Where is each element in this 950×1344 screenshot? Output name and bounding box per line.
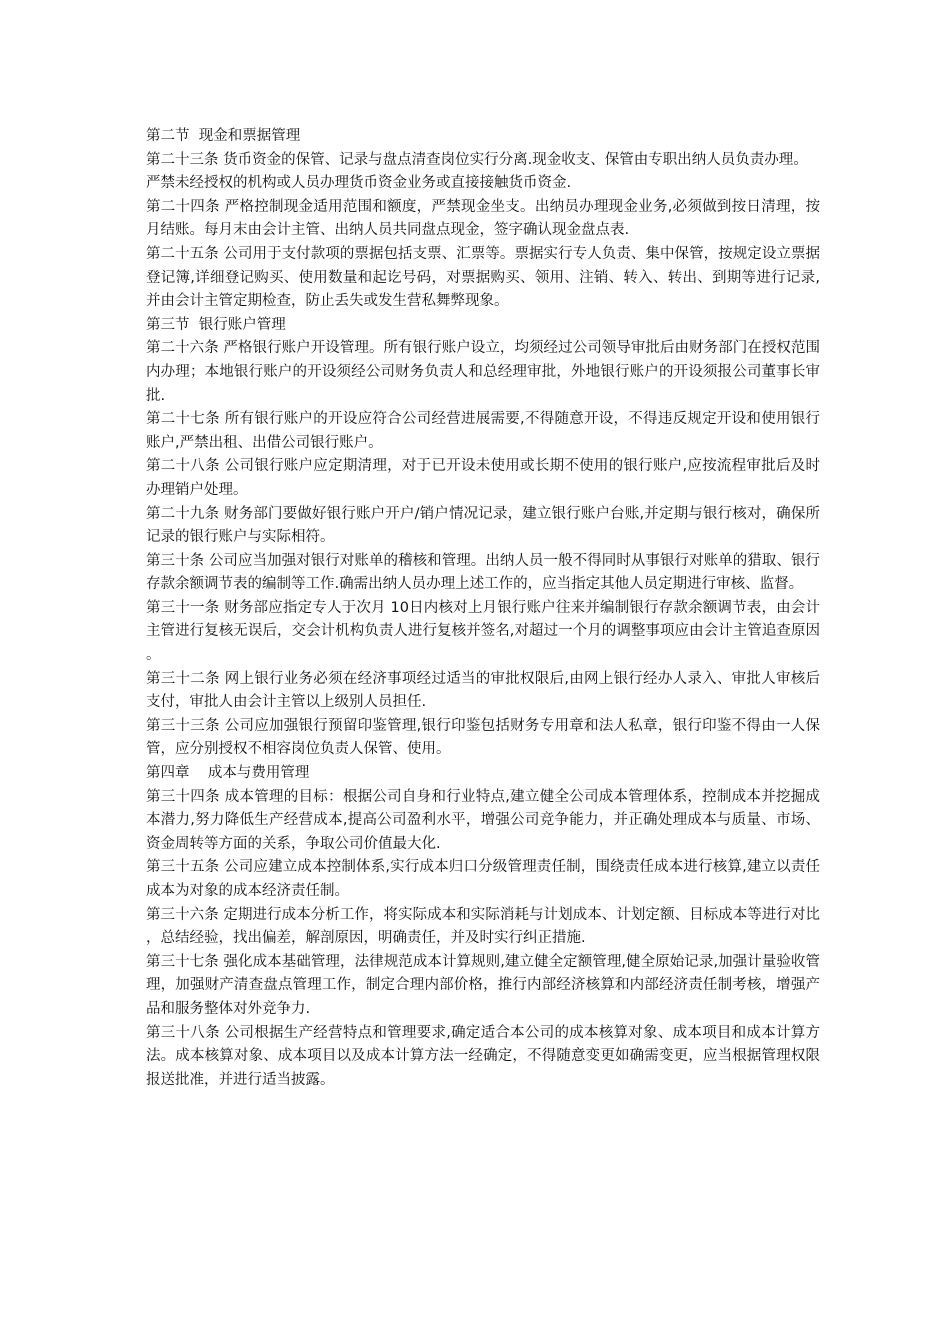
article-paragraph: 第三十三条 公司应加强银行预留印鉴管理,银行印鉴包括财务专用章和法人私章，银行印鉴不得由一人保管，应分别授权不相容岗位负责人保管、使用。 (146, 717, 820, 758)
article-paragraph: 第二十四条 严格控制现金适用范围和额度，严禁现金坐支。出纳员办理现金业务,必须做到按日清理，按月结账。每月末由会计主管、出纳人员共同盘点现金，签字确认现金盘点表. (146, 198, 820, 239)
article-paragraph: 第三十四条 成本管理的目标：根据公司自身和行业特点,建立健全公司成本管理体系，控制成本并挖掘成本潜力,努力降低生产经营成本,提高公司盈利水平，增强公司竞争能力，并正确处理成本与质量、市场、资金周转等方面的关系，争取公司价值最大化. (146, 788, 820, 852)
article-paragraph: 第二十九条 财务部门要做好银行账户开户/销户情况记录，建立银行账户台账,并定期与银行核对，确保所记录的银行账户与实际相符。 (146, 505, 820, 546)
section-heading: 第二节 现金和票据管理 (146, 128, 301, 144)
article-paragraph: 第三十八条 公司根据生产经营特点和管理要求,确定适合本公司的成本核算对象、成本项目和成本计算方法。成本核算对象、成本项目以及成本计算方法一经确定，不得随意变更如确需变更，应当根据管理权限报送批准，并进行适当披露。 (146, 1024, 820, 1088)
article-paragraph: 第三十六条 定期进行成本分析工作，将实际成本和实际消耗与计划成本、计划定额、目标成本等进行对比，总结经验，找出偏差，解剖原因，明确责任，并及时实行纠正措施. (146, 906, 820, 947)
article-paragraph: 第二十七条 所有银行账户的开设应符合公司经营进展需要,不得随意开设，不得违反规定开设和使用银行账户,严禁出租、出借公司银行账户。 (146, 411, 820, 451)
article-paragraph: 第二十六条 严格银行账户开设管理。所有银行账户设立，均须经过公司领导审批后由财务部门在授权范围内办理；本地银行账户的开设须经公司财务负责人和总经理审批，外地银行账户的开设须报公司董事长审批. (146, 340, 820, 404)
article-paragraph: 第二十五条 公司用于支付款项的票据包括支票、汇票等。票据实行专人负责、集中保管，按规定设立票据登记簿,详细登记购买、使用数量和起讫号码，对票据购买、领用、注销、转入、转出、到期等进行记录,并由会计主管定期检查，防止丢失或发生营私舞弊现象。 (146, 245, 820, 310)
article-paragraph: 第三十一条 财务部应指定专人于次月 10日内核对上月银行账户往来并编制银行存款余额调节表，由会计主管进行复核无误后，交会计机构负责人进行复核并签名,对超过一个月的调整事项应由会计主管追查原因。 (146, 599, 820, 664)
article-paragraph: 第二十三条 货币资金的保管、记录与盘点清查岗位实行分离.现金收支、保管由专职出纳人员负责办理。 (146, 151, 808, 168)
document-body (146, 125, 820, 1092)
section-heading: 第三节 银行账户管理 (146, 316, 286, 333)
article-paragraph: 第三十七条 强化成本基础管理，法律规范成本计算规则,建立健全定额管理,健全原始记录,加强计量验收管理，加强财产清查盘点管理工作，制定合理内部价格，推行内部经济核算和内部经济责任制考核，增强产品和服务整体对外竞争力. (146, 953, 820, 1017)
article-paragraph: 第三十二条 网上银行业务必须在经济事项经过适当的审批权限后,由网上银行经办人录入、审批人审核后支付，审批人由会计主管以上级别人员担任. (146, 670, 820, 711)
chapter-heading: 第四章 成本与费用管理 (146, 765, 310, 782)
article-paragraph: 第三十五条 公司应建立成本控制体系,实行成本归口分级管理责任制，围绕责任成本进行核算,建立以责任成本为对象的成本经济责任制。 (146, 859, 820, 899)
body-paragraph: 严禁未经授权的机构或人员办理货币资金业务或直接接触货币资金. (146, 175, 572, 192)
article-paragraph: 第三十条 公司应当加强对银行对账单的稽核和管理。出纳人员一般不得同时从事银行对账单的猎取、银行存款余额调节表的编制等工作.确需出纳人员办理上述工作的，应当指定其他人员定期进行审核、监督。 (146, 552, 820, 593)
article-paragraph: 第二十八条 公司银行账户应定期清理，对于已开设未使用或长期不使用的银行账户,应按流程审批后及时办理销户处理。 (146, 458, 820, 498)
